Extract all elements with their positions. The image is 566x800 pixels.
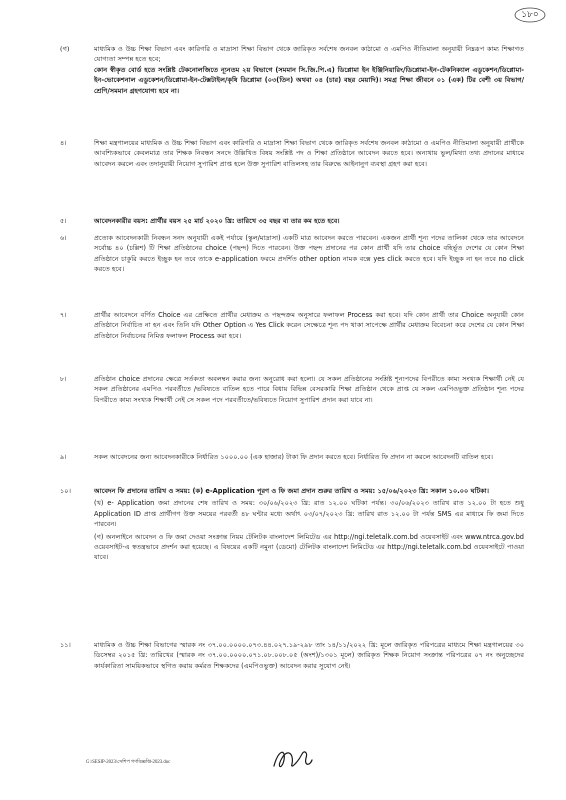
clause-body <box>94 640 524 671</box>
clause-body <box>94 138 524 169</box>
clause-body <box>94 44 524 96</box>
clause-body <box>94 233 524 275</box>
clause-number: ৬। <box>60 234 67 242</box>
clause-number: ৫। <box>60 217 67 225</box>
clause-text: প্রত্যেক আবেদনকারী নিবন্ধন সনদ অনুযায়ী একই পর্যায়ে (স্কুল/মাদ্রাসা) একটি মাত্র আবেদন করতে পারবেন। একজন প্রার্থী শূন্য পদের তালিকা থেকে তার আবেদনে সর্বোচ্চ ৪০ (চল্লিশ) টি শিক্ষা প্রতিষ্ঠানের choice (পছন্দ) দিতে পারবেন। উক্ত পছন্দ প্রদানের পর কোন প্রার্থী যদি তার choice বহির্ভূত দেশের যে কোন শিক্ষা প্রতিষ্ঠানে চাকুরি করতে ইচ্ছুক হন তবে তাকে e-application ফরমে প্রদর্শিত other option নামক বক্সে yes click করতে হবে। যদি ইচ্ছুক না হন তবে no click করতে হবে। <box>94 234 524 274</box>
signature-icon <box>268 744 316 774</box>
clause-text-bold: কোন স্বীকৃত বোর্ড হতে সংশ্লিষ্ট টেকনোলজিতে ন্যূনতম ২য় বিভাগে (সমমান সি.জি.পি.এ) ডিপ্লোমা ইন ইঞ্জিনিয়ারিং/ডিপ্লোমা-ইন-টেকনিক্যাল এডুকেশন/ডিপ্লোমা-ইন-ভোকেশনাল এডুকেশন/ডিপ্লোমা-ইন-টেক্সটাইল/কৃষি ডিপ্লোমা (০৩(তিন) অথবা ০৪ (চার) বছর মেয়াদি)। সমগ্র শিক্ষা জীবনে ০১ (এক) টির বেশী ৩য় বিভাগ/শ্রেণি/সমমান গ্রহণযোগ্য হবে না। <box>94 65 524 95</box>
page-number-mark <box>512 6 548 24</box>
page-number: ১৮০ <box>521 10 539 20</box>
clause-text: আবেদনকারীর বয়স: প্রার্থীর বয়স ২৫ মার্চ ২০২০ খ্রি: তারিখে ৩৫ বছর বা তার কম হতে হবে। <box>94 217 340 225</box>
clause-number: ১১। <box>60 641 71 649</box>
clause-number: ১০। <box>60 487 71 495</box>
clause-text: মাধ্যমিক ও উচ্চ শিক্ষা বিভাগের স্মারক নং ৩৭.০০.০০০০.০৭৩.৪৪.০২৭.১৯-২৯৮ তাং ১৪/১১/২০২২ খ্রি: মূলে জারিকৃত পরিপত্রের মাধ্যমে শিক্ষা মন্ত্রণালয়ের ৩০ ডিসেম্বর ২০১৫ খ্রি: তারিখের (স্মারক নং ৩৭.০০.০০০০.০৭১.০৮.০০৮.০৫ (অংশ)/১৩০১ মূলে) জারিকৃত শিক্ষক নিয়োগ সংক্রান্ত পরিপত্রের ০৭ নং অনুচ্ছেদের কার্যকারিতা সাময়িকভাবে স্থগিত করায় কর্মরত শিক্ষকদের (এমপিওভুক্ত) আবেদন করার সুযোগ নেই। <box>94 641 524 670</box>
clause-text: সকল আবেদনের জন্য আবেদনকারীকে নির্ধারিত ১০০০.০০ (এক হাজার) টাকা ফি প্রদান করতে হবে। নির্ধারিত ফি প্রদান না করলে আবেদনটি বাতিল হবে। <box>94 453 494 461</box>
clause-body <box>94 310 524 341</box>
clause-number: ৭। <box>60 311 67 319</box>
clause-text: মাধ্যমিক ও উচ্চ শিক্ষা বিভাগ এবং কারিগরি ও মাদ্রাসা শিক্ষা বিভাগ থেকে জারিকৃত সর্বশেষ জনবল কাঠামো ও এমপিও নীতিমালা অনুযায়ী নিম্নরূপ কাম্য শিক্ষাগত যোগ্যতা সম্পন্ন হতে হবে; <box>94 45 524 64</box>
clause-body <box>94 216 524 226</box>
clause-text-a: আবেদন ফি প্রদানের তারিখ ও সময়: (ক) e-Application পূরণ ও ফি জমা প্রদান শুরুর তারিখ ও সময়: ১৫/০৬/২০২৩ খ্রি: সকাল ১০.০০ ঘটিকা। <box>94 487 490 495</box>
clause-text-b: (খ) e- Application জমা প্রদানের শেষ তারিখ ও সময়: ৩০/০৬/২০২৩ খ্রি: রাত ১২.০০ ঘটিকা পর্যন্ত। ৩০/০৬/২০২৩ তারিখ রাত ১২.০০ টা হতে শুধু Application ID প্রাপ্ত প্রার্থীগণ উক্ত সময়ের পরবর্তী ৪৮ ঘন্টার মধ্যে অর্থাৎ ০৩/০৭/২০২৩ খ্রি: তারিখ রাত ১২.০০ টা পর্যন্ত SMS এর মাধ্যমে ফি জমা দিতে পারবেন। <box>94 499 524 529</box>
file-path-footer: G:\SESIP-2023\সেশিপ গণবিজ্ঞপ্তি-2023.doc <box>86 760 171 765</box>
clause-number: (গ) <box>60 45 70 53</box>
clause-text-c: (গ) অনলাইনে আবেদন ও ফি জমা দেওয়া সংক্রান্ত নিয়ম টেলিটক বাংলাদেশ লিমিটেড এর http://ngi.teletalk.com.bd ওয়েবসাইট এবং www.ntrca.gov.bd ওয়েবসাইট-এ স্বতন্ত্রভাবে প্রদর্শন করা হয়েছে। এ বিষয়ের একটি নমুনা (ডেমো) টেলিটক বাংলাদেশ লিমিটেড এর http://ngi.teletalk.com.bd ওয়েবসাইটে পাওয়া যাবে। <box>94 532 524 562</box>
clause-body <box>94 452 524 462</box>
clause-body <box>94 374 524 405</box>
clause-number: ৪। <box>60 139 67 147</box>
clause-body <box>94 486 524 563</box>
clause-number: ৯। <box>60 453 67 461</box>
clause-text: শিক্ষা মন্ত্রণালয়ের মাধ্যমিক ও উচ্চ শিক্ষা বিভাগ এবং কারিগরি ও মাদ্রাসা শিক্ষা বিভাগ থেকে জারিকৃত সর্বশেষ জনবল কাঠামো ও এমপিও নীতিমালা অনুযায়ী প্রার্থীকে আবশ্যিকভাবে কেবলমাত্র তার শিক্ষক নিবন্ধন সনদে উল্লিখিত বিষয় সংশ্লিষ্ট পদ ও শিক্ষা প্রতিষ্ঠানে আবেদন করতে হবে। অন্যথায় ভুল/মিথ্যা তথ্য প্রদানের মাধ্যমে আবেদন করলে এবং তদানুযায়ী নিয়োগ সুপারিশ প্রাপ্ত হলে উক্ত সুপারিশ বাতিলসহ তার বিরুদ্ধে আইনানুগ ব্যবস্থা গ্রহণ করা হবে। <box>94 139 524 168</box>
clause-number: ৮। <box>60 375 67 383</box>
clause-text: প্রার্থীর আবেদনে বর্ণিত Choice এর প্রেক্ষিতে প্রার্থীর মেধাক্রম ও পছন্দক্রম অনুসারে ফলাফল Process করা হবে। যদি কোন প্রার্থী তার Choice অনুযায়ী কোন প্রতিষ্ঠানে নির্বাচিত না হন এবং তিনি যদি Other Option এ Yes Click করেন সেক্ষেত্রে শূন্য পদ থাকা সাপেক্ষে প্রার্থীর মেধাক্রম বিবেচনা করে দেশের যে কোন শিক্ষা প্রতিষ্ঠানে নির্বাচনের নিমিত্ত ফলাফল Process করা হবে। <box>94 311 524 340</box>
clause-text: প্রতিষ্ঠান choice প্রদানের ক্ষেত্রে সর্তকতা অবলম্বন করার জন্য অনুরোধ করা হলো। যে সকল প্রতিষ্ঠানের সংশ্লিষ্ট শূন্যপদের বিপরীতে কাম্য সংখ্যক শিক্ষার্থী নেই যে সকল প্রতিষ্ঠানের এমপিও পরবর্তীতে /ভবিষ্যতে বাতিল হতে পারে বিধায় বিভিন্ন বেসরকারি শিক্ষা প্রতিষ্ঠান থেকে প্রাপ্ত যে সকল এমপিওভুক্ত প্রতিষ্ঠান শূন্য পদের বিপরীতে কাম্য সংখ্যক শিক্ষার্থী নেই সে সকল পদে পরবর্তীতে/ভবিষ্যতে নিয়োগ সুপারিশ প্রদান করা যাবে না। <box>94 375 524 404</box>
